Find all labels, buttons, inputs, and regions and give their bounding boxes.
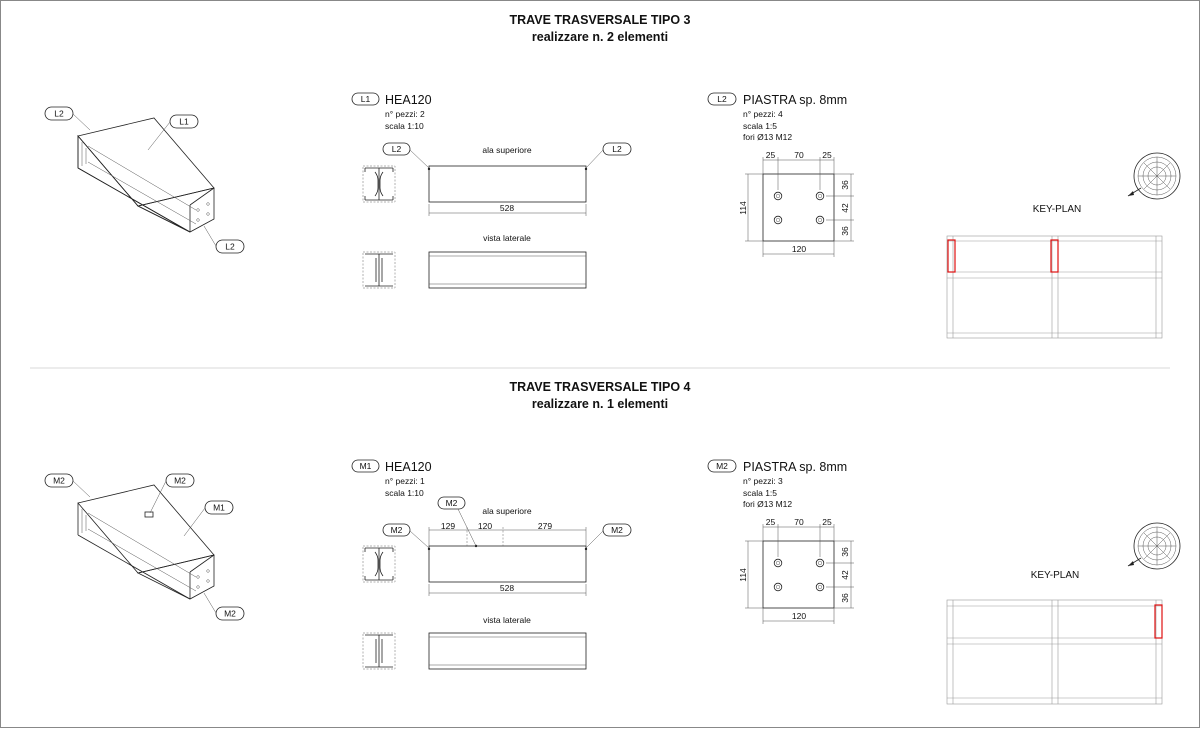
beam-scale: scala 1:10 [385,121,424,131]
sheet-border [1,1,1200,728]
plate-holes: fori Ø13 M12 [743,499,793,509]
section-tipo-4 [45,380,1180,704]
view-label-top: ala superiore [482,145,532,155]
plate-dim-top-1: 70 [794,150,804,160]
plate-scale: scala 1:5 [743,121,778,131]
svg-text:L2: L2 [391,144,402,154]
plate-pieces: n° pezzi: 4 [743,109,783,119]
plate-height-dim: 114 [738,568,748,582]
svg-text:M1: M1 [213,502,225,513]
plate-header [708,460,847,509]
plate-dim-right-0: 36 [840,547,850,557]
beam-tag: L1 [360,94,371,104]
section-title: TRAVE TRASVERSALE TIPO 4 [509,380,691,394]
section-title: TRAVE TRASVERSALE TIPO 3 [509,13,691,27]
plate-pieces: n° pezzi: 3 [743,476,783,486]
iso-tag-l2-top [45,107,90,130]
end-tag-right [586,524,631,548]
keyplan-drawing [947,236,1162,338]
beam-header [352,460,432,498]
beam-profile: HEA120 [385,93,432,107]
plate-tag: L2 [717,94,727,104]
iso-tag-m2-left [45,474,90,497]
plate-header [708,93,847,142]
beam-dim-top-0: 129 [440,521,456,531]
svg-text:M2: M2 [53,475,65,486]
beam-length-dim: 528 [499,583,515,593]
plate-drawing [738,150,854,257]
beam-top-view [428,145,587,216]
iso-tag-l2-bottom [204,226,244,253]
section-tipo-3 [45,13,1180,338]
hea-section-view [363,166,395,202]
section-subtitle: realizzare n. 1 elementi [531,397,669,411]
beam-dim-top-2: 279 [537,521,553,531]
svg-text:L2: L2 [612,144,622,154]
svg-text:M2: M2 [611,525,623,535]
end-tag-right [586,143,631,168]
keyplan-label: KEY-PLAN [1032,204,1082,215]
end-tag-left [383,524,429,548]
svg-text:M2: M2 [174,475,186,486]
compass-icon [1128,523,1180,569]
plate-height-dim: 114 [738,201,748,215]
keyplan-drawing [947,600,1162,704]
svg-text:L2: L2 [225,241,235,252]
svg-text:M2: M2 [390,525,403,535]
plate-dim-right-0: 36 [840,180,850,190]
beam-length-dim: 528 [499,203,515,213]
keyplan-highlight-1 [948,240,955,272]
plate-holes: fori Ø13 M12 [743,132,793,142]
beam-top-view [428,506,587,596]
plate-scale: scala 1:5 [743,488,778,498]
hea-section-view [363,546,395,582]
beam-dim-top-1: 120 [477,521,493,531]
isometric-beam [78,485,214,599]
svg-text:L2: L2 [54,108,64,119]
svg-text:M2: M2 [445,498,458,508]
plate-width-dim: 120 [791,611,807,621]
plate-dim-top-0: 25 [765,150,776,160]
svg-text:L1: L1 [179,116,189,127]
beam-pieces: n° pezzi: 1 [385,476,425,486]
plate-dim-top-2: 25 [822,150,832,160]
isometric-beam [78,118,214,232]
plate-drawing [738,517,854,624]
plate-dim-right-2: 36 [840,226,850,236]
end-tag-left [383,143,429,168]
beam-header [352,93,432,131]
keyplan-label: KEY-PLAN [1030,570,1080,581]
plate-dim-top-2: 25 [822,517,832,527]
plate-name: PIASTRA sp. 8mm [743,460,848,474]
beam-side-view [363,233,586,288]
iso-tag-m1 [184,501,233,536]
view-label-side: vista laterale [483,615,531,625]
view-label-top: ala superiore [482,506,532,516]
view-label-side: vista laterale [483,233,531,243]
plate-dim-top-0: 25 [765,517,776,527]
beam-tag: M1 [359,461,372,471]
compass-icon [1128,153,1180,199]
svg-text:M2: M2 [224,608,236,619]
plate-dim-right-2: 36 [840,593,850,603]
plate-dim-top-1: 70 [794,517,804,527]
beam-pieces: n° pezzi: 2 [385,109,425,119]
section-subtitle: realizzare n. 2 elementi [531,30,669,44]
iso-tag-m2-top [150,474,194,513]
beam-scale: scala 1:10 [385,488,424,498]
plate-name: PIASTRA sp. 8mm [743,93,848,107]
plate-tag: M2 [716,461,728,471]
plate-dim-right-1: 42 [840,570,850,580]
beam-profile: HEA120 [385,460,432,474]
plate-dim-right-1: 42 [840,203,850,213]
iso-tag-m2-bottom [204,593,244,620]
beam-side-view [363,615,586,669]
plate-width-dim: 120 [791,244,807,254]
